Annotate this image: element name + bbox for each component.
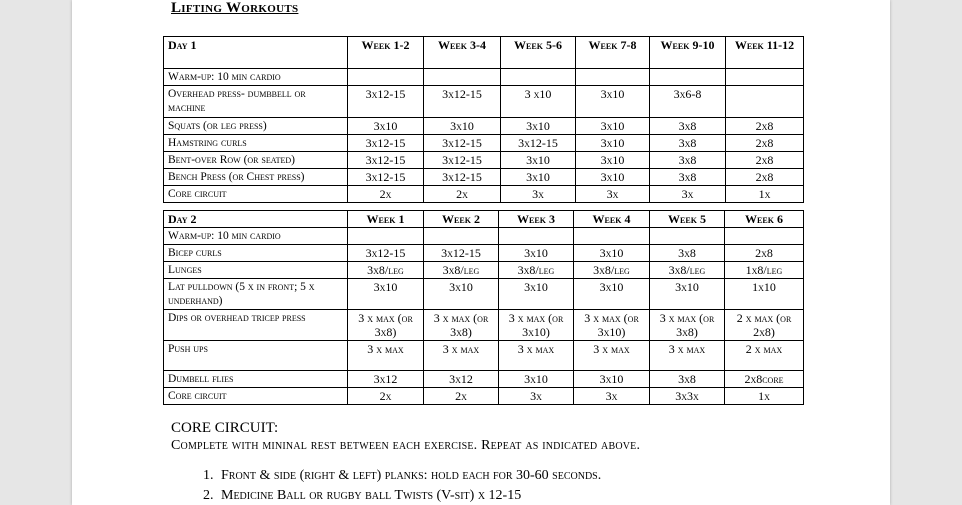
- exercise-label: Core circuit: [164, 186, 348, 203]
- table-cell: 3x8: [650, 245, 725, 262]
- table-cell: [726, 69, 804, 86]
- table-cell: 3x10: [576, 118, 650, 135]
- exercise-label: Hamstring curls: [164, 135, 348, 152]
- table-cell: 3x10: [424, 279, 499, 310]
- table-cell: 3x12-15: [348, 152, 424, 169]
- table-cell: 3x8: [650, 152, 726, 169]
- column-header: Week 1-2: [348, 37, 424, 69]
- table-cell: 3 x max (or 3x10): [499, 310, 574, 341]
- exercise-label: Warm-up: 10 min cardio: [164, 228, 348, 245]
- column-header: Week 4: [574, 211, 650, 228]
- table-cell: 3x8: [650, 118, 726, 135]
- table-cell: 1x10: [725, 279, 804, 310]
- table-cell: 2x8: [725, 245, 804, 262]
- table-cell: 2 x max: [725, 341, 804, 371]
- table-cell: 3x: [499, 388, 574, 405]
- exercise-label: Dumbell flies: [164, 371, 348, 388]
- exercise-label: Bent-over Row (or seated): [164, 152, 348, 169]
- column-header: Week 6: [725, 211, 804, 228]
- table-cell: [348, 69, 424, 86]
- exercise-label: Lunges: [164, 262, 348, 279]
- table-cell: 3x8/leg: [424, 262, 499, 279]
- column-header: Week 9-10: [650, 37, 726, 69]
- table-cell: 3x8: [650, 169, 726, 186]
- table-cell: 3x10: [574, 245, 650, 262]
- core-circuit-title: CORE CIRCUIT:: [171, 420, 279, 436]
- header-row: [164, 211, 804, 228]
- exercise-label: Bicep curls: [164, 245, 348, 262]
- table-row: [164, 152, 804, 169]
- table-cell: 3x: [650, 186, 726, 203]
- table-cell: 3x10: [424, 118, 501, 135]
- table-cell: 2x: [424, 388, 499, 405]
- table-cell: 3x12: [348, 371, 424, 388]
- table-cell: 3 x max: [650, 341, 725, 371]
- table-cell: 3x12-15: [348, 86, 424, 118]
- table-cell: 3 x max (or 3x8): [650, 310, 725, 341]
- column-header: Week 1: [348, 211, 424, 228]
- column-header: Week 5: [650, 211, 725, 228]
- table-cell: 2x8: [726, 135, 804, 152]
- table-cell: 2x8: [726, 169, 804, 186]
- table-row: [164, 228, 804, 245]
- table-cell: 1x8/leg: [725, 262, 804, 279]
- table-row: [164, 371, 804, 388]
- table-row: [164, 310, 804, 341]
- table-cell: 3 x max: [574, 341, 650, 371]
- table-cell: 3 x max (or 3x8): [348, 310, 424, 341]
- table-cell: 3x12-15: [424, 152, 501, 169]
- table-row: [164, 118, 804, 135]
- exercise-label: Push ups: [164, 341, 348, 371]
- table-cell: 3x10: [574, 371, 650, 388]
- day2-table: [163, 210, 804, 405]
- table-cell: [725, 228, 804, 245]
- table-row: [164, 388, 804, 405]
- table-row: [164, 135, 804, 152]
- table-cell: 3x10: [348, 279, 424, 310]
- table-cell: 3x10: [499, 245, 574, 262]
- column-header: Week 3-4: [424, 37, 501, 69]
- table-cell: [726, 86, 804, 118]
- table-cell: 3x3x: [650, 388, 725, 405]
- table-cell: [650, 228, 725, 245]
- table-row: [164, 279, 804, 310]
- table-cell: 3 x max (or 3x10): [574, 310, 650, 341]
- table-cell: 3x6-8: [650, 86, 726, 118]
- table-row: [164, 169, 804, 186]
- table-cell: 3x12: [424, 371, 499, 388]
- table-cell: 3x: [576, 186, 650, 203]
- exercise-label: Lat pulldown (5 x in front; 5 x underhand): [164, 279, 348, 310]
- table-cell: [499, 228, 574, 245]
- table-cell: 2x8: [726, 118, 804, 135]
- table-cell: 2x8: [726, 152, 804, 169]
- table-cell: 3 x10: [501, 86, 576, 118]
- exercise-label: Bench Press (or Chest press): [164, 169, 348, 186]
- core-circuit-list: [171, 466, 837, 505]
- table-cell: 3x8: [650, 135, 726, 152]
- table-cell: 3x10: [499, 371, 574, 388]
- exercise-label: Squats (or leg press): [164, 118, 348, 135]
- exercise-label: Overhead press- dumbbell or machine: [164, 86, 348, 118]
- table-cell: 3x8/leg: [574, 262, 650, 279]
- table-row: [164, 245, 804, 262]
- table-cell: 3x12-15: [424, 86, 501, 118]
- table-cell: [574, 228, 650, 245]
- table-cell: [501, 69, 576, 86]
- table-cell: 3x8: [650, 371, 725, 388]
- column-header: Day 1: [164, 37, 348, 69]
- column-header: Week 2: [424, 211, 499, 228]
- table-cell: 3x10: [348, 118, 424, 135]
- table-row: [164, 86, 804, 118]
- table-cell: [576, 69, 650, 86]
- table-cell: 3x: [501, 186, 576, 203]
- table-cell: 3x12-15: [348, 135, 424, 152]
- table-cell: 3x10: [499, 279, 574, 310]
- table-cell: 2x: [348, 388, 424, 405]
- table-cell: [650, 69, 726, 86]
- table-cell: 3x12-15: [501, 135, 576, 152]
- column-header: Week 3: [499, 211, 574, 228]
- table-cell: 2x: [348, 186, 424, 203]
- table-cell: 3x10: [501, 152, 576, 169]
- table-row: [164, 262, 804, 279]
- table-cell: [424, 228, 499, 245]
- core-circuit-item: 2. Medicine Ball or rugby ball Twists (V-sit) x 12-15: [217, 486, 837, 505]
- table-cell: 2x8core: [725, 371, 804, 388]
- table-cell: 3x10: [576, 86, 650, 118]
- table-cell: 3x10: [576, 135, 650, 152]
- table-cell: 3x12-15: [348, 169, 424, 186]
- column-header: Week 5-6: [501, 37, 576, 69]
- table-row: [164, 341, 804, 371]
- header-row: [164, 37, 804, 69]
- table-cell: 3 x max: [499, 341, 574, 371]
- table-cell: 3x10: [576, 169, 650, 186]
- table-row: [164, 186, 804, 203]
- page-title: Lifting Workouts: [171, 0, 299, 16]
- column-header: Week 7-8: [576, 37, 650, 69]
- table-cell: 3x10: [576, 152, 650, 169]
- table-cell: [424, 69, 501, 86]
- table-cell: 1x: [726, 186, 804, 203]
- table-cell: 3x12-15: [348, 245, 424, 262]
- table-cell: 3x12-15: [424, 169, 501, 186]
- document-page: [72, 0, 890, 505]
- table-cell: 3 x max (or 3x8): [424, 310, 499, 341]
- table-cell: 3x10: [650, 279, 725, 310]
- table-cell: 3 x max: [424, 341, 499, 371]
- exercise-label: Core circuit: [164, 388, 348, 405]
- core-circuit-item: 1. Front & side (right & left) planks: hold each for 30-60 seconds.: [217, 466, 837, 486]
- table-cell: 2 x max (or 2x8): [725, 310, 804, 341]
- table-cell: 3x12-15: [424, 245, 499, 262]
- column-header: Week 11-12: [726, 37, 804, 69]
- table-cell: 3x8/leg: [348, 262, 424, 279]
- table-cell: 3x10: [501, 169, 576, 186]
- table-row: [164, 69, 804, 86]
- exercise-label: Warm-up: 10 min cardio: [164, 69, 348, 86]
- table-cell: 3x12-15: [424, 135, 501, 152]
- table-cell: 3x10: [574, 279, 650, 310]
- table-cell: 3x: [574, 388, 650, 405]
- day1-table: [163, 36, 804, 203]
- table-cell: 2x: [424, 186, 501, 203]
- column-header: Day 2: [164, 211, 348, 228]
- table-cell: 3x8/leg: [499, 262, 574, 279]
- exercise-label: Dips or overhead tricep press: [164, 310, 348, 341]
- core-circuit-description: Complete with mininal rest between each exercise. Repeat as indicated above.: [171, 438, 641, 453]
- table-cell: 3x10: [501, 118, 576, 135]
- table-cell: 3x8/leg: [650, 262, 725, 279]
- table-cell: 1x: [725, 388, 804, 405]
- table-cell: 3 x max: [348, 341, 424, 371]
- table-cell: [348, 228, 424, 245]
